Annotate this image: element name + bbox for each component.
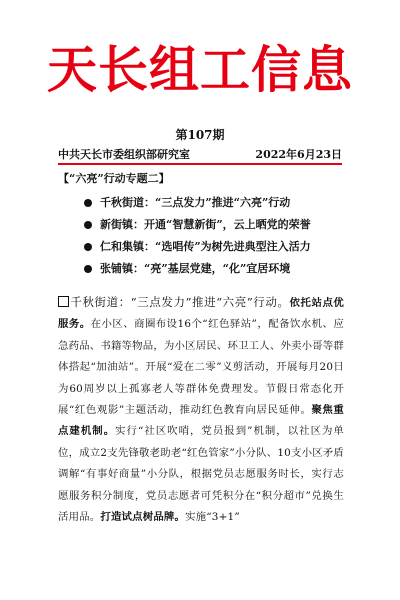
bullet-icon bbox=[84, 243, 92, 251]
issue-date: 2022年6月23日 bbox=[255, 148, 342, 161]
masthead-title: 天长组工信息 bbox=[47, 40, 353, 99]
issue-number: 第107期 bbox=[175, 128, 225, 142]
article-body bbox=[58, 292, 344, 528]
headline-item: 新街镇：开通“智慧新街”，云上晒党的荣誉 bbox=[84, 214, 311, 236]
publisher: 中共天长市委组织部研究室 bbox=[58, 148, 190, 161]
bullet-icon bbox=[84, 265, 92, 273]
section-text: 实行“社区吹哨，党员报到”机制，以社区为单位，成立2支先锋敬老助老“红色管家”小分队、10支小区矛盾调解“有事好商量”小分队，根据党员志愿服务时长，实行志愿服务积分制度，党员志愿者可凭积分在“积分超市”兑换生活用品。 bbox=[58, 425, 345, 524]
section-text: 在小区、商圈布设16个“红色驿站”，配备饮水机、应急药品、书籍等物品，为小区居民、环卫工人、外卖小哥等群体搭起“加油站”。开展“爱在二零”义剪活动，开展每月20日为60周岁以上孤寡老人等群体免费理发。节假日常态化开展“红色观影”主题活动，推动红色教育向居民延伸。 bbox=[58, 318, 345, 417]
headline-list bbox=[84, 192, 311, 280]
special-topic-label: 【“六亮”行动专题二】 bbox=[58, 172, 170, 185]
checkbox-square-icon bbox=[58, 296, 69, 307]
article-lead: 千秋街道：“三点发力”推进“六亮”行动。 bbox=[70, 295, 290, 309]
section-title: 依托站点优服务。 bbox=[58, 297, 345, 331]
headline-item: 仁和集镇：“选唱传”为树先进典型注入活力 bbox=[84, 236, 311, 258]
meta-row bbox=[58, 146, 342, 162]
headline-item: 千秋街道：“三点发力”推进“六亮”行动 bbox=[84, 192, 311, 214]
header-rule bbox=[58, 163, 342, 165]
headline-item: 张铺镇：“亮”基层党建，“化”宜居环境 bbox=[84, 258, 311, 280]
bullet-icon bbox=[84, 199, 92, 207]
section-text: 实施“3+1” bbox=[185, 511, 240, 524]
section-title: 打造试点树品牌。 bbox=[100, 511, 186, 524]
bullet-icon bbox=[84, 221, 92, 229]
section-title: 聚焦重点建机制。 bbox=[58, 404, 344, 438]
